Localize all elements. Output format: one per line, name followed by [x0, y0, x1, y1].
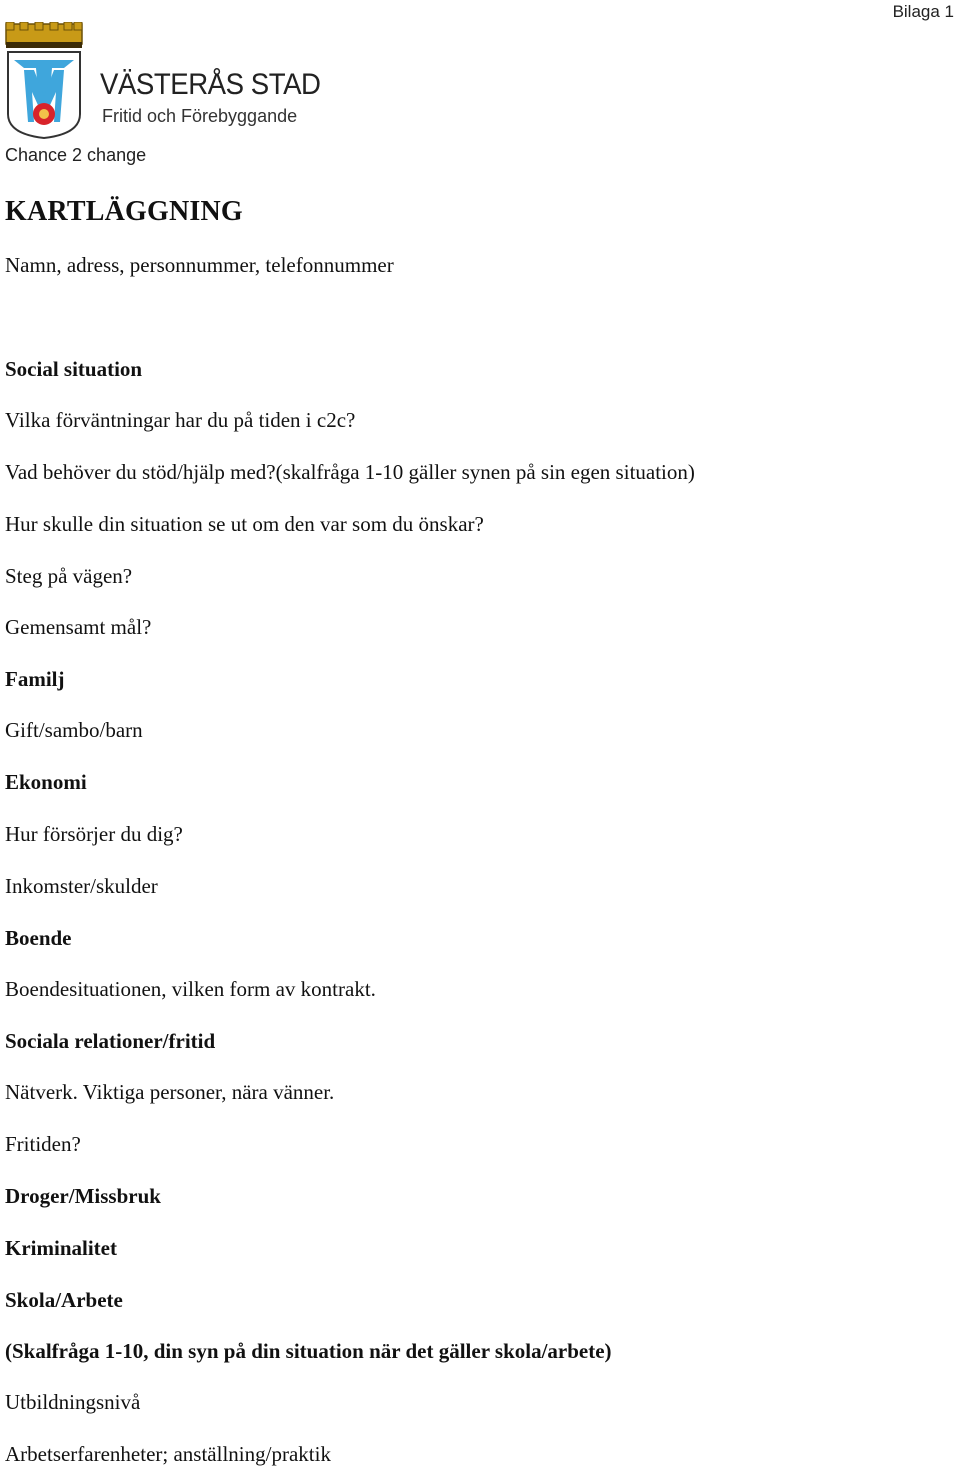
line-housing-situation: Boendesituationen, vilken form av kontrakt.	[5, 977, 376, 1001]
heading-economy: Ekonomi	[5, 770, 87, 794]
heading-housing: Boende	[5, 926, 72, 950]
organization-name: VÄSTERÅS STAD	[100, 68, 321, 101]
line-expectations: Vilka förväntningar har du på tiden i c2c?	[5, 408, 356, 432]
line-support-self: Hur försörjer du dig?	[5, 822, 183, 846]
heading-criminality: Kriminalitet	[5, 1236, 117, 1260]
line-steps: Steg på vägen?	[5, 564, 133, 588]
heading-social-situation: Social situation	[5, 357, 143, 381]
heading-drugs: Droger/Missbruk	[5, 1184, 161, 1208]
line-support-needs: Vad behöver du stöd/hjälp med?(skalfråga 1-10 gäller synen på sin egen situation)	[5, 460, 695, 484]
line-education-level: Utbildningsnivå	[5, 1390, 141, 1414]
project-name: Chance 2 change	[5, 145, 147, 165]
department-name: Fritid och Förebyggande	[102, 106, 298, 126]
coat-of-arms-icon	[4, 22, 84, 140]
heading-family: Familj	[5, 667, 65, 691]
heading-school-work: Skola/Arbete	[5, 1288, 123, 1312]
organization-logo	[4, 22, 324, 142]
line-desired-situation: Hur skulle din situation se ut om den var som du önskar?	[5, 512, 484, 536]
line-network: Nätverk. Viktiga personer, nära vänner.	[5, 1080, 335, 1104]
attachment-label: Bilaga 1	[892, 2, 954, 21]
line-contact-info: Namn, adress, personnummer, telefonnummer	[5, 253, 394, 277]
line-family-status: Gift/sambo/barn	[5, 718, 143, 742]
line-common-goal: Gemensamt mål?	[5, 615, 152, 639]
line-scale-question: (Skalfråga 1-10, din syn på din situation när det gäller skola/arbete)	[5, 1339, 612, 1363]
line-income-debts: Inkomster/skulder	[5, 874, 158, 898]
document-title: KARTLÄGGNING	[5, 196, 243, 227]
line-work-experience: Arbetserfarenheter; anställning/praktik	[5, 1442, 331, 1466]
line-leisure: Fritiden?	[5, 1132, 81, 1156]
heading-social-relations: Sociala relationer/fritid	[5, 1029, 216, 1053]
